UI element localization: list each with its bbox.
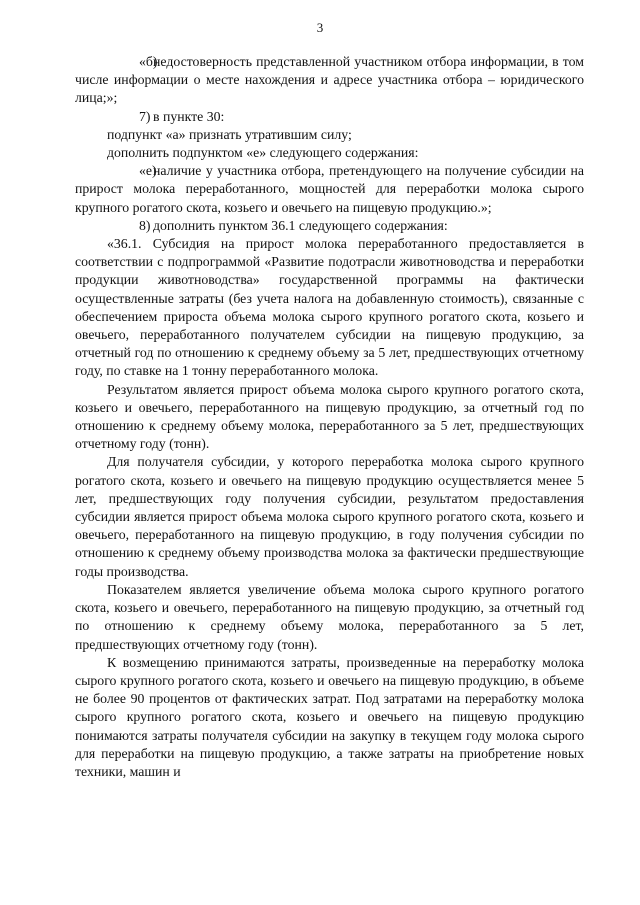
paragraph-subitem-e xyxy=(75,162,584,217)
paragraph-costs xyxy=(75,654,584,781)
list-marker: «б) xyxy=(139,54,158,69)
paragraph-text: дополнить подпунктом «е» следующего содержания: xyxy=(107,145,419,161)
paragraph-result xyxy=(75,381,584,454)
paragraph-text: в пункте 30: xyxy=(153,108,225,124)
paragraph-text: наличие у участника отбора, претендующего на получение субсидии на прирост молока переработанного, мощностей для переработки молока сырого крупного рогатого скота, козьего и овечьего на пищевую продукцию.»; xyxy=(75,163,584,215)
paragraph-item-7-a xyxy=(75,126,584,144)
paragraph-indicator xyxy=(75,581,584,654)
paragraph-item-8 xyxy=(75,217,584,235)
list-marker: 7) xyxy=(139,108,151,124)
paragraph-text: подпункт «а» признать утратившим силу; xyxy=(107,126,352,142)
paragraph-text: К возмещению принимаются затраты, произведенные на переработку молока сырого крупного рогатого скота, козьего и овечьего на пищевую продукцию, в объеме не более 90 процентов от фактических затрат. Под затратами на переработку молока сырого крупного рогатого скота, козьего и овечьего на пищевую продукцию понимаются затраты получателя субсидии на закупку в текущем году молока сырого для переработки на пищевую продукцию, а также затраты на приобретение новых техники, машин и xyxy=(75,654,584,779)
page-number: 3 xyxy=(316,20,324,35)
paragraph-36-1 xyxy=(75,235,584,381)
paragraph-item-7-add xyxy=(75,144,584,162)
list-marker: «е) xyxy=(139,163,157,179)
paragraph-recipients xyxy=(75,453,584,580)
paragraph-item-7 xyxy=(75,108,584,126)
paragraph-subitem-b xyxy=(75,53,584,108)
document-body xyxy=(75,53,584,781)
paragraph-text: «36.1. Субсидия на прирост молока переработанного предоставляется в соответствии с подпрограммой «Развитие подотрасли животноводства и переработки продукции животноводства» государственной программы на фактически осуществленные затраты (без учета налога на добавленную стоимость), связанные с обеспечением прироста объема молока сырого крупного рогатого скота, козьего и овечьего, переработанного получателем субсидии на пищевую продукцию, за отчетный год по отношению к среднему объему за 5 лет, предшествующих отчетному году, по ставке на 1 тонну переработанного молока. xyxy=(75,236,584,379)
paragraph-text: Для получателя субсидии, у которого переработка молока сырого крупного рогатого скота, козьего и овечьего на пищевую продукцию осуществляется менее 5 лет, предшествующих году получения субсидии, результатом предоставления субсидии является прирост объема молока сырого крупного рогатого скота, козьего и овечьего, переработанного на пищевую продукцию, в году получения субсидии по отношению к среднему объему производства молока за фактически предшествующие годы производства. xyxy=(75,454,584,579)
paragraph-text: Показателем является увеличение объема молока сырого крупного рогатого скота, козьего и овечьего, переработанного на пищевую продукцию, за отчетный год по отношению к среднему объему молока, переработанного за 5 лет, предшествующих отчетному году (тонн). xyxy=(75,581,584,652)
paragraph-text: дополнить пунктом 36.1 следующего содержания: xyxy=(153,217,448,233)
paragraph-text: Результатом является прирост объема молока сырого крупного рогатого скота, козьего и овечьего, переработанного на пищевую продукцию, за отчетный год по отношению к среднему объему молока, переработанного за 5 лет, предшествующих отчетному году (тонн). xyxy=(75,381,584,452)
list-marker: 8) xyxy=(139,217,151,233)
paragraph-text: недостоверность представленной участником отбора информации, в том числе информации о месте нахождения и адресе участника отбора – юридического лица;»; xyxy=(75,54,584,106)
